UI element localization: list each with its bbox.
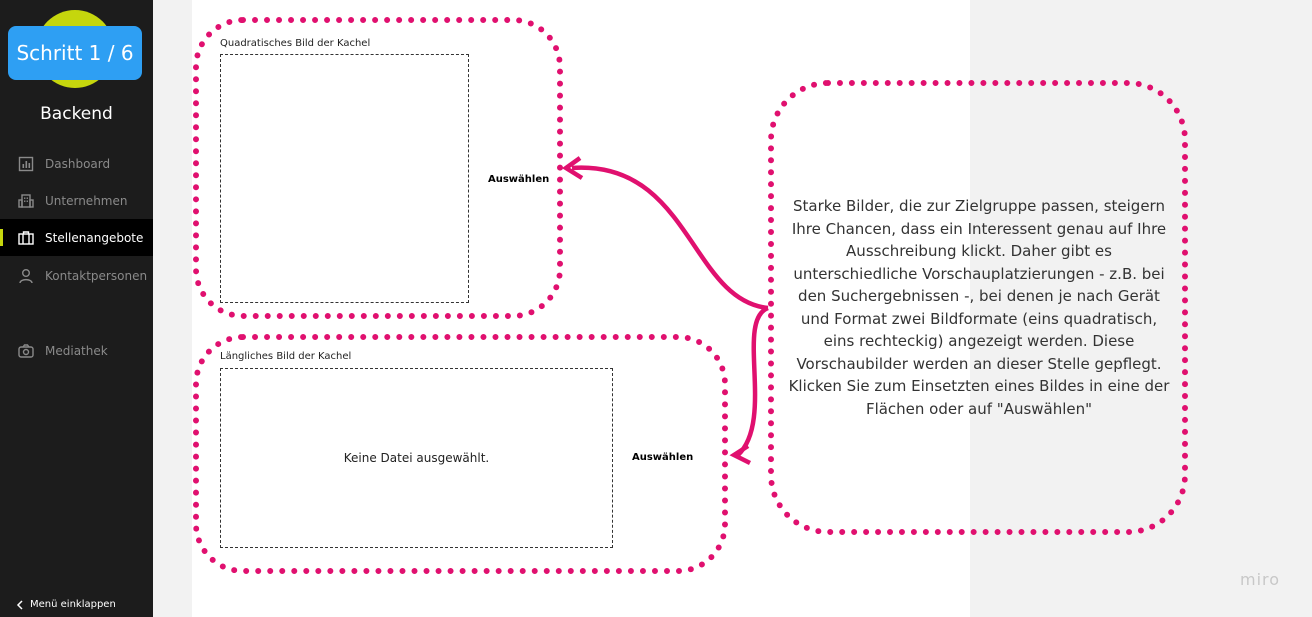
sidebar-item-label: Unternehmen [45, 193, 128, 208]
miro-watermark: miro [1240, 570, 1281, 589]
arrow-head-wide [734, 446, 750, 463]
brand-title: Backend [40, 104, 113, 124]
arrow-to-square [572, 168, 768, 308]
collapse-menu-label: Menü einklappen [30, 599, 116, 610]
wide-image-label: Längliches Bild der Kachel [220, 351, 352, 362]
sidebar-item-label: Kontaktpersonen [45, 268, 148, 283]
annotation-text: Starke Bilder, die zur Zielgruppe passen, steigern Ihre Chancen, dass ein Interessent genau auf Ihre Ausschreibung klickt. Daher gibt es unterschiedliche Vorschauplatzierungen - z.B. bei den Suchergebnissen -, bei denen je nach Gerät und Format zwei Bildformate (eins quadratisch, eins rechteckig) angezeigt werden. Diese Vorschaubilder werden an dieser Stelle gepflegt. Klicken Sie zum Einsetzten eines Bildes in eine der Flächen oder auf "Auswählen" [788, 197, 1170, 418]
sidebar-item-label: Dashboard [45, 156, 111, 171]
square-image-label: Quadratisches Bild der Kachel [220, 38, 371, 49]
wide-select-button[interactable]: Auswählen [632, 452, 694, 463]
sidebar-item-label: Stellenangebote [45, 230, 144, 245]
arrow-to-wide [738, 308, 768, 455]
step-badge: Schritt 1 / 6 [8, 26, 142, 80]
sidebar-item-label: Mediathek [45, 343, 108, 358]
square-select-button[interactable]: Auswählen [488, 174, 550, 185]
wide-image-dropzone[interactable]: Keine Datei ausgewählt. [220, 368, 613, 548]
